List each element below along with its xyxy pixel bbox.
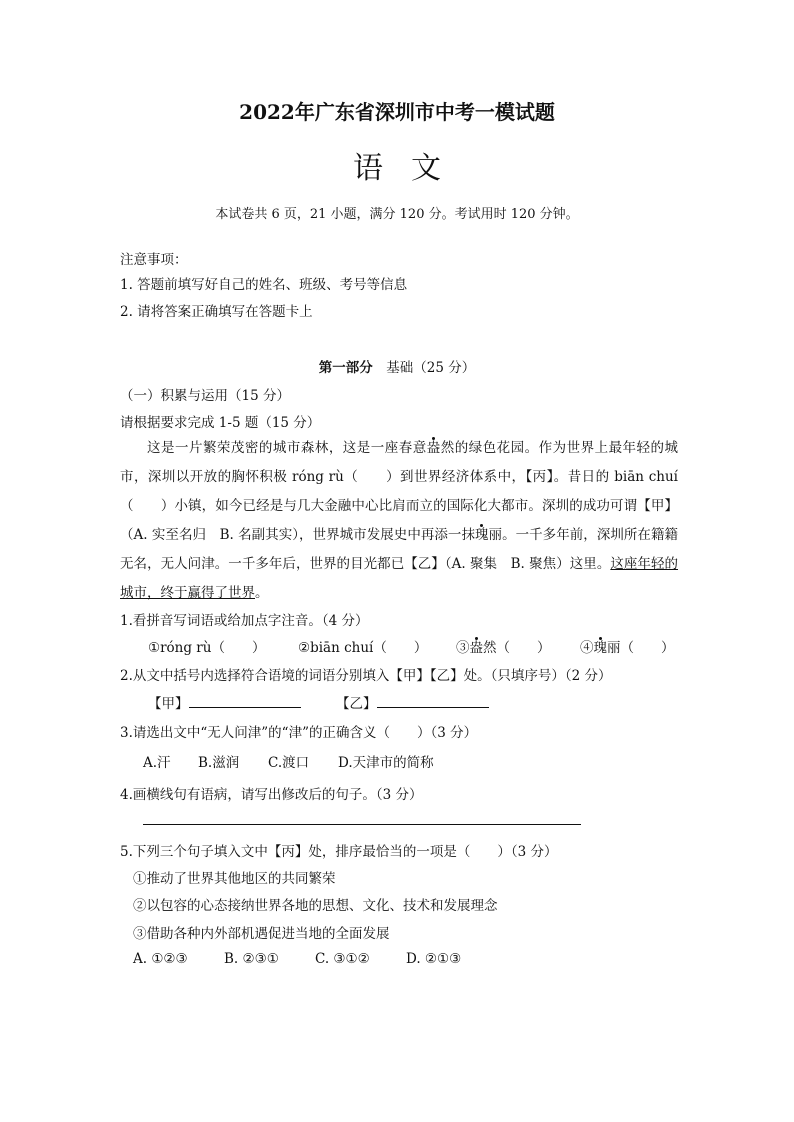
passage-text: 。	[255, 585, 269, 601]
q1-option-text: 丽（ ）	[607, 640, 675, 656]
q5-item: ②以包容的心态接纳世界各地的思想、文化、技术和发展理念	[133, 898, 498, 914]
q1-option: ①róng rù（ ）	[148, 640, 266, 656]
q1-option	[456, 636, 551, 656]
dotted-char: 盎	[469, 640, 483, 656]
q2-answer-jia	[148, 692, 301, 712]
q3-option: D.天津市的简称	[338, 755, 434, 771]
subsection-heading: （一）积累与运用（15 分）	[120, 388, 290, 404]
reading-passage	[120, 434, 678, 608]
answer-line[interactable]	[143, 824, 581, 825]
q1-option-text: 然（ ）	[483, 640, 551, 656]
q3-option: C.渡口	[268, 755, 310, 771]
answer-blank[interactable]	[189, 693, 301, 708]
q2-yi-label: 【乙】	[336, 696, 377, 712]
q5-option: B. ②③①	[224, 951, 279, 967]
q5-item: ①推动了世界其他地区的共同繁荣	[133, 871, 336, 887]
dotted-char: 瑰	[475, 527, 489, 543]
q5-option: A. ①②③	[133, 951, 188, 967]
q1-option: ②biān chuí（ ）	[298, 640, 428, 656]
note-item: 2. 请将答案正确填写在答题卡上	[120, 304, 313, 320]
underlined-sentence: 这座年轻的城市，终于赢得了世界	[120, 556, 678, 601]
q1-option-num: ④	[580, 640, 594, 656]
notes-heading: 注意事项：	[120, 252, 188, 268]
question-5-stem: 5.下列三个句子填入文中【丙】处，排序最恰当的一项是（ ）（3 分）	[120, 844, 558, 860]
subject-title: 语文	[353, 151, 469, 186]
passage-text: 这是一片繁荣茂密的城市森林，这是一座春意	[147, 440, 427, 456]
q2-answer-yi	[336, 692, 489, 712]
note-item: 1. 答题前填写好自己的姓名、班级、考号等信息	[120, 277, 408, 293]
q2-jia-label: 【甲】	[148, 696, 189, 712]
dotted-char: 瑰	[593, 640, 607, 656]
answer-blank[interactable]	[377, 693, 489, 708]
part1-heading	[0, 356, 794, 376]
q1-option-num: ③	[456, 640, 470, 656]
q5-option: C. ③①②	[315, 951, 370, 967]
question-3-stem: 3.请选出文中“无人问津”的“津”的正确含义（ ）（3 分）	[120, 725, 478, 741]
q3-option: B.滋润	[198, 755, 240, 771]
part1-heading-score: 基础（25 分）	[386, 360, 476, 376]
q3-option: A.汗	[143, 755, 171, 771]
question-2-stem: 2.从文中括号内选择符合语境的词语分别填入【甲】【乙】处。（只填序号）（2 分）	[120, 668, 612, 684]
question-4-stem: 4.画横线句有语病，请写出修改后的句子。（3 分）	[120, 787, 423, 803]
q5-item: ③借助各种内外部机遇促进当地的全面发展	[133, 926, 390, 942]
instruction: 请根据要求完成 1-5 题（15 分）	[120, 415, 321, 431]
exam-title: 2022年广东省深圳市中考一模试题	[239, 100, 555, 124]
q5-option: D. ②①③	[406, 951, 462, 967]
question-1-stem: 1.看拼音写词语或给加点字注音。（4 分）	[120, 613, 369, 629]
dotted-char: 盎	[426, 440, 441, 456]
passage-text: 然的绿色花园。作为世界上最年轻的城市，深圳以开放的胸怀积极 róng rù（ ）到世界经济体系中，【丙】。昔日的 biān chuí（ ）小镇，如今已经是与几大金融中心比肩而立的国际化大都市。深圳的成功可谓【甲】（A. 实至名归 B. 名副其实），世界城市发展史中再添一抹	[120, 440, 679, 543]
part1-heading-label: 第一部分	[318, 360, 373, 376]
exam-info: 本试卷共 6 页，21 小题，满分 120 分。考试用时 120 分钟。	[215, 207, 579, 222]
passage-text: 丽。一千多年前，深圳所在籍籍无名，无人问津。一千多年后，世界的目光都已【乙】（A. 聚集 B. 聚焦）这里。	[120, 527, 679, 572]
q1-option	[580, 636, 675, 656]
